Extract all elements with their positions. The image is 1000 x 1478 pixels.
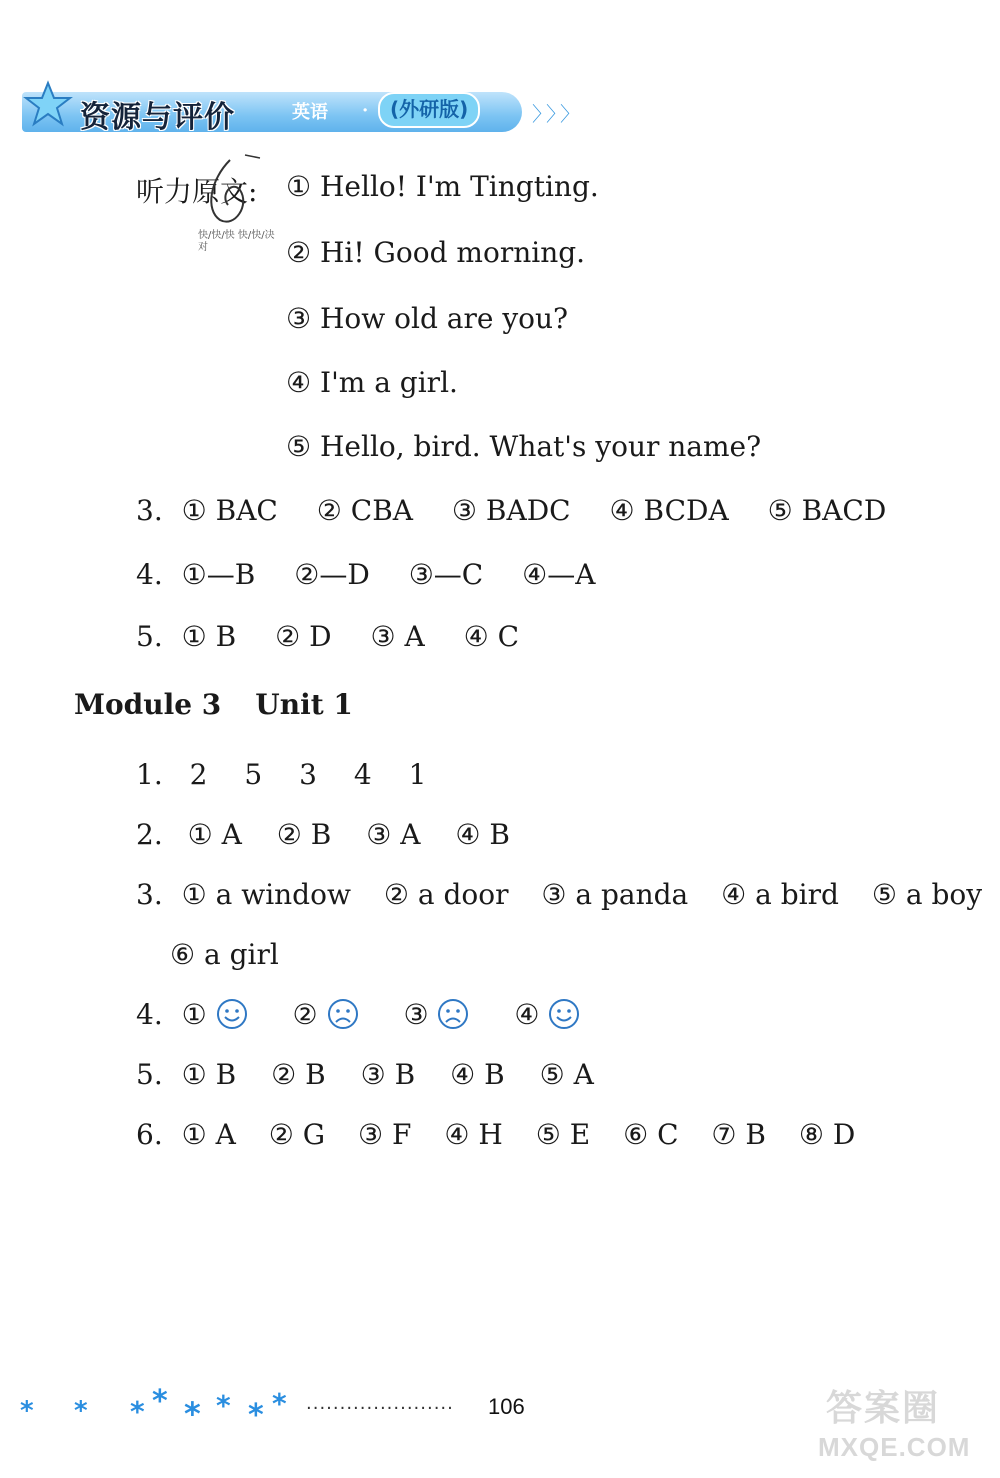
answer-item: ③ A xyxy=(366,818,421,851)
module-label: Module 3 xyxy=(74,688,222,721)
answer-item: 5 xyxy=(244,758,263,791)
answer-item: ④ B xyxy=(450,1058,505,1091)
subject-label: 英语 xyxy=(292,102,328,123)
answer-item: ⑥ a girl xyxy=(170,938,279,971)
decorative-stars-icon xyxy=(20,1385,310,1435)
answer-item: ⑧ D xyxy=(798,1118,856,1151)
answer-item: 4 xyxy=(353,758,372,791)
answer-item: ③ B xyxy=(360,1058,416,1091)
answer-num: 6. xyxy=(136,1118,163,1151)
answer-item: ④ a bird xyxy=(721,878,839,911)
svg-text:*: * xyxy=(248,1398,264,1433)
answer-item: ④ H xyxy=(444,1118,503,1151)
answer-row-3 xyxy=(136,494,886,527)
answer-item: ⑤ a boy xyxy=(871,878,983,911)
svg-text:*: * xyxy=(152,1384,168,1419)
svg-text:*: * xyxy=(130,1395,145,1428)
answer-item: ② CBA xyxy=(316,494,413,527)
module-answer-row-5 xyxy=(136,1058,594,1091)
answer-item: ① B xyxy=(181,1058,237,1091)
unit-label: Unit 1 xyxy=(255,688,353,721)
chevrons-icon: 〉〉〉 xyxy=(532,102,584,126)
sad-face-icon xyxy=(437,998,469,1030)
happy-face-icon xyxy=(216,998,248,1030)
answer-item: ① B xyxy=(181,620,237,653)
watermark-url: MXQE.COM xyxy=(818,1432,971,1462)
face-marker: ③ xyxy=(403,998,429,1031)
face-marker: ④ xyxy=(514,998,540,1031)
answer-num: 5. xyxy=(136,1058,163,1091)
answer-item: ⑤ E xyxy=(535,1118,591,1151)
module-answer-row-2 xyxy=(136,818,510,851)
answer-item: ⑤ BACD xyxy=(767,494,887,527)
answer-item: ② D xyxy=(275,620,332,653)
answer-num: 4. xyxy=(136,998,163,1031)
answer-item: 2 xyxy=(189,758,208,791)
answer-num: 5. xyxy=(136,620,163,653)
answer-item: ① BAC xyxy=(181,494,278,527)
answer-item: ③ A xyxy=(370,620,425,653)
answer-item: 1 xyxy=(408,758,427,791)
answer-item: ③ a panda xyxy=(541,878,689,911)
answer-num: 3. xyxy=(136,494,163,527)
module-answer-row-1 xyxy=(136,758,426,791)
listening-item-4: ④ I'm a girl. xyxy=(286,366,458,399)
handwriting-scribble xyxy=(190,150,280,230)
answer-item: ⑤ A xyxy=(539,1058,594,1091)
listening-item-5: ⑤ Hello, bird. What's your name? xyxy=(286,430,762,463)
answer-item: ①—B xyxy=(181,558,256,591)
svg-text:*: * xyxy=(20,1396,34,1426)
watermark-logo-text: 答案圈 xyxy=(826,1388,941,1429)
answer-item: ② B xyxy=(271,1058,326,1091)
answer-item: ③ F xyxy=(358,1118,412,1151)
sad-face-icon xyxy=(327,998,359,1030)
svg-text:*: * xyxy=(272,1387,287,1420)
svg-text:*: * xyxy=(74,1396,88,1426)
face-marker: ① xyxy=(181,998,207,1031)
module-answer-row-4 xyxy=(136,998,580,1031)
answer-item: ④ C xyxy=(463,620,520,653)
svg-text:*: * xyxy=(216,1389,231,1422)
module-heading xyxy=(74,688,387,721)
answer-item: ① A xyxy=(181,1118,236,1151)
answer-num: 3. xyxy=(136,878,163,911)
star-logo-icon xyxy=(24,80,72,128)
listening-label: 听力原文: xyxy=(136,175,258,208)
footer-dot-leader: ······················ xyxy=(306,1398,454,1419)
answer-row-5 xyxy=(136,620,519,653)
answer-item: ④ B xyxy=(455,818,510,851)
happy-face-icon xyxy=(548,998,580,1030)
answer-num: 2. xyxy=(136,818,163,851)
module-answer-row-3-cont xyxy=(170,938,279,971)
answer-item: ④ BCDA xyxy=(609,494,729,527)
answer-item: ① A xyxy=(187,818,242,851)
edition-badge: (外研版) xyxy=(378,92,480,128)
answer-item: 3 xyxy=(299,758,317,791)
answer-num: 1. xyxy=(136,758,163,791)
face-marker: ② xyxy=(292,998,318,1031)
listening-item-1: ① Hello! I'm Tingting. xyxy=(286,170,599,203)
site-watermark xyxy=(818,1380,996,1470)
answer-item: ② a door xyxy=(383,878,509,911)
answer-item: ②—D xyxy=(294,558,370,591)
page-number: 106 xyxy=(488,1394,525,1419)
listening-item-2: ② Hi! Good morning. xyxy=(286,236,586,269)
module-answer-row-3 xyxy=(136,878,983,911)
answer-item: ② B xyxy=(276,818,332,851)
svg-text:*: * xyxy=(184,1395,201,1433)
answer-item: ⑦ B xyxy=(711,1118,766,1151)
answer-num: 4. xyxy=(136,558,163,591)
answer-item: ① a window xyxy=(181,878,351,911)
listening-item-3: ③ How old are you? xyxy=(286,302,569,335)
answer-item: ② G xyxy=(268,1118,326,1151)
book-title: 资源与评价 xyxy=(80,100,235,135)
module-answer-row-6 xyxy=(136,1118,855,1151)
handwritten-note: 快/快/快 快/快/决对 xyxy=(198,230,275,253)
answer-row-4 xyxy=(136,558,595,591)
answer-item: ⑥ C xyxy=(623,1118,679,1151)
answer-item: ③—C xyxy=(408,558,484,591)
header-separator: · xyxy=(362,100,369,121)
header-banner xyxy=(22,78,584,136)
answer-item: ③ BADC xyxy=(451,494,571,527)
answer-item: ④—A xyxy=(522,558,596,591)
